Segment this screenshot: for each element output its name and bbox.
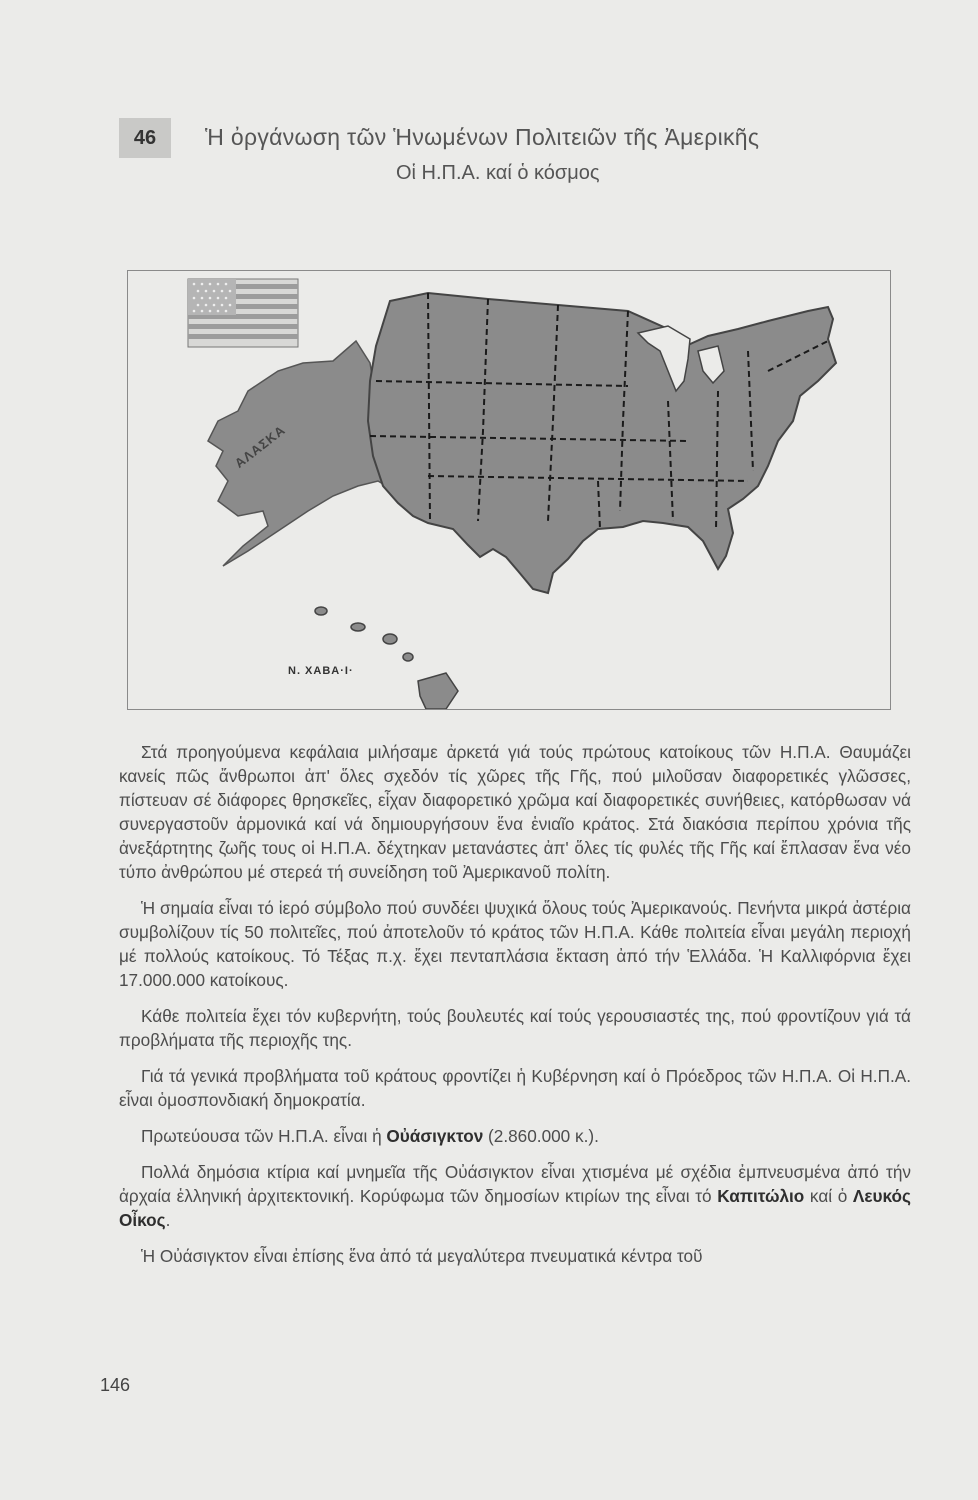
paragraph-2: Ἡ σημαία εἶναι τό ἱερό σύμβολο πού συνδέει ψυχικά ὅλους τούς Ἀμερικανούς. Πενήντα μικρά ἀστέρια συμβολίζουν τίς 50 πολιτεῖες, πού ἀποτελοῦν τό κράτος τῶν Η.Π.Α. Κάθε πολιτεία εἶναι μεγάλη περιοχή μέ πολλούς κατοίκους. Τό Τέξας π.χ. ἔχει πενταπλάσια ἔκταση ἀπό τήν Ἑλλάδα. Ἡ Καλλιφόρνια ἔχει 17.000.000 κατοίκους.: [119, 898, 911, 990]
us-flag-icon: [188, 279, 298, 347]
p6-mid: καί ὁ: [804, 1186, 853, 1206]
capitol-bold: Καπιτώλιο: [717, 1186, 805, 1206]
paragraph-3: Κάθε πολιτεία ἔχει τόν κυβερνήτη, τούς βουλευτές καί τούς γερουσιαστές της, πού φροντίζουν γιά τά προβλήματα τῆς περιοχῆς της.: [119, 1006, 911, 1050]
hawaii-label: Ν. ΧΑΒΑ·Ι·: [288, 665, 354, 677]
body-text: [119, 740, 911, 1280]
paragraph-5: [119, 1124, 911, 1148]
alaska-label: ΑΛΑΣΚΑ: [231, 422, 289, 471]
usa-map-figure: [127, 270, 891, 710]
paragraph-1: Στά προηγούμενα κεφάλαια μιλήσαμε ἀρκετά γιά τούς πρώτους κατοίκους τῶν Η.Π.Α. Θαυμάζει κανείς πῶς ἄνθρωποι ἀπ' ὅλες σχεδόν τίς χῶρες τῆς Γῆς, πού μιλοῦσαν διαφορετικές γλῶσσες, πίστευαν σέ διάφορες θρησκεῖες, εἶχαν διαφορετικό χρῶμα καί διαφορετικές συνήθειες, κατόρθωσαν νά συνεργαστοῦν ἁρμονικά καί νά δημιουργήσουν ἕνα ἑνιαῖο κράτος. Στά διακόσια περίπου χρόνια τῆς ἀνεξάρτητης ζωῆς τους οἱ Η.Π.Α. δέχτηκαν μετανάστες ἀπ' ὅλες τίς φυλές τῆς Γῆς καί ἔπλασαν ἕνα νέο τύπο ἀνθρώπου μέ στερεά τή συνείδηση τοῦ Ἀμερικανοῦ πολίτη.: [119, 742, 911, 882]
paragraph-4: Γιά τά γενικά προβλήματα τοῦ κράτους φροντίζει ἡ Κυβέρνηση καί ὁ Πρόεδρος τῶν Η.Π.Α. Οἱ Η.Π.Α. εἶναι ὁμοσπονδιακή δημοκρατία.: [119, 1066, 911, 1110]
paragraph-6: [119, 1160, 911, 1232]
washington-bold: Οὐάσιγκτον: [386, 1126, 484, 1146]
p5-population: (2.860.000 κ.).: [483, 1126, 599, 1146]
p5-text: Πρωτεύουσα τῶν Η.Π.Α. εἶναι ἡ: [141, 1126, 387, 1146]
chapter-subtitle: Οἱ Η.Π.Α. καί ὁ κόσμος: [396, 162, 600, 184]
paragraph-7: Ἡ Οὐάσιγκτον εἶναι ἐπίσης ἕνα ἀπό τά μεγαλύτερα πνευματικά κέντρα τοῦ: [141, 1246, 703, 1266]
white-house-bold: Λευκός Οἶκος: [119, 1186, 911, 1230]
hawaii-islands: [315, 607, 458, 709]
contiguous-usa-shape: [368, 293, 836, 593]
chapter-title: Ἡ ὀργάνωση τῶν Ἡνωμένων Πολιτειῶν τῆς Ἀμερικῆς: [205, 124, 760, 150]
p6-text: Πολλά δημόσια κτίρια καί μνημεῖα τῆς Οὐάσιγκτον εἶναι χτισμένα μέ σχέδια ἐμπνευσμένα ἀπό τήν ἀρχαία ἑλληνική ἀρχιτεκτονική. Κορύφωμα τῶν δημοσίων κτιρίων της εἶναι τό: [119, 1162, 911, 1206]
page-number: 146: [100, 1375, 131, 1395]
chapter-number-badge: 46: [119, 118, 171, 158]
usa-map-illustration: [128, 271, 890, 709]
p6-end: .: [165, 1210, 171, 1230]
